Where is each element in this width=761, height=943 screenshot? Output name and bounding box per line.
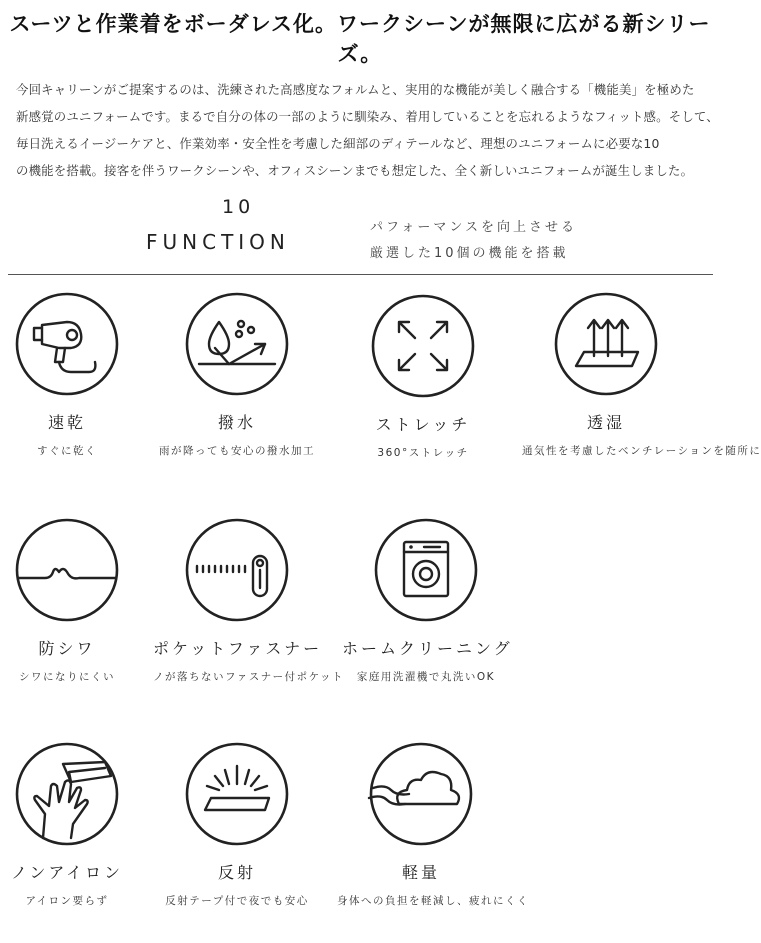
intro-text <box>16 76 719 184</box>
function-subtitle: 厳選した10個の機能を搭載 <box>370 246 569 261</box>
function-name: ノンアイロン <box>11 863 123 882</box>
function-desc: ノが落ちないファスナー付ポケット <box>153 671 345 683</box>
function-desc: 身体への負担を軽減し、疲れにくく <box>337 895 529 907</box>
function-desc: 反射テープ付で夜でも安心 <box>165 895 309 907</box>
function-desc: 雨が降っても安心の撥水加工 <box>159 445 315 457</box>
function-item-anti-wrinkle <box>0 518 151 684</box>
section-divider <box>8 274 713 275</box>
function-desc: すぐに乾く <box>37 445 97 457</box>
function-item-pocket-zipper <box>153 518 345 684</box>
intro-line: の機能を搭載。接客を伴うワークシーンや、オフィスシーンまでも想定した、全く新しいユニフォームが誕生しました。 <box>16 163 694 178</box>
function-name: 透湿 <box>586 413 625 432</box>
function-desc: 家庭用洗濯機で丸洗いOK <box>356 671 496 683</box>
water-drop-icon <box>185 292 289 396</box>
page-headline: スーツと作業着をボーダレス化。ワークシーンが無限に広がる新シリーズ。 <box>9 12 711 66</box>
function-desc: アイロン要らず <box>25 895 109 907</box>
washing-machine-icon <box>374 518 478 622</box>
function-subtitle: パフォーマンスを向上させる <box>370 220 577 235</box>
function-item-lightweight <box>337 742 529 908</box>
function-item-breathable <box>522 292 761 458</box>
function-item-reflective <box>153 742 321 908</box>
function-name: 撥水 <box>217 413 256 432</box>
function-desc: 360°ストレッチ <box>377 447 469 459</box>
intro-line: 今回キャリーンがご提案するのは、洗練された高感度なフォルムと、実用的な機能が美しく融合する「機能美」を極めた <box>16 82 695 97</box>
iron-hand-icon <box>15 742 119 846</box>
cloud-wind-icon <box>369 742 473 846</box>
function-name: 防シワ <box>38 639 96 658</box>
function-name: 反射 <box>217 863 256 882</box>
function-name: ストレッチ <box>375 415 471 434</box>
function-name: 軽量 <box>401 863 440 882</box>
function-desc: シワになりにくい <box>19 671 115 683</box>
wrinkle-line-icon <box>15 518 119 622</box>
stretch-arrows-icon <box>371 294 475 398</box>
function-desc: 通気性を考慮したベンチレーションを随所に <box>522 445 761 457</box>
breathable-fabric-icon <box>554 292 658 396</box>
function-name: ポケットファスナー <box>153 639 323 658</box>
function-count: 10 <box>222 196 255 218</box>
function-item-stretch <box>339 294 507 460</box>
intro-line: 毎日洗えるイージーケアと、作業効率・安全性を考慮した細部のディテールなど、理想のユニフォームに必要な10 <box>16 136 660 151</box>
function-item-non-iron <box>0 742 151 908</box>
function-item-quick-dry <box>0 292 151 458</box>
function-name: ホームクリーニング <box>342 639 513 658</box>
function-title: FUNCTION <box>146 230 290 254</box>
zipper-icon <box>185 518 289 622</box>
function-item-home-cleaning <box>342 518 513 684</box>
function-name: 速乾 <box>47 413 86 432</box>
intro-line: 新感覚のユニフォームです。まるで自分の体の一部のように馴染み、着用していることを忘れるようなフィット感。そして、 <box>16 109 719 124</box>
reflective-tape-icon <box>185 742 289 846</box>
function-item-water-repellent <box>153 292 321 458</box>
hair-dryer-icon <box>15 292 119 396</box>
